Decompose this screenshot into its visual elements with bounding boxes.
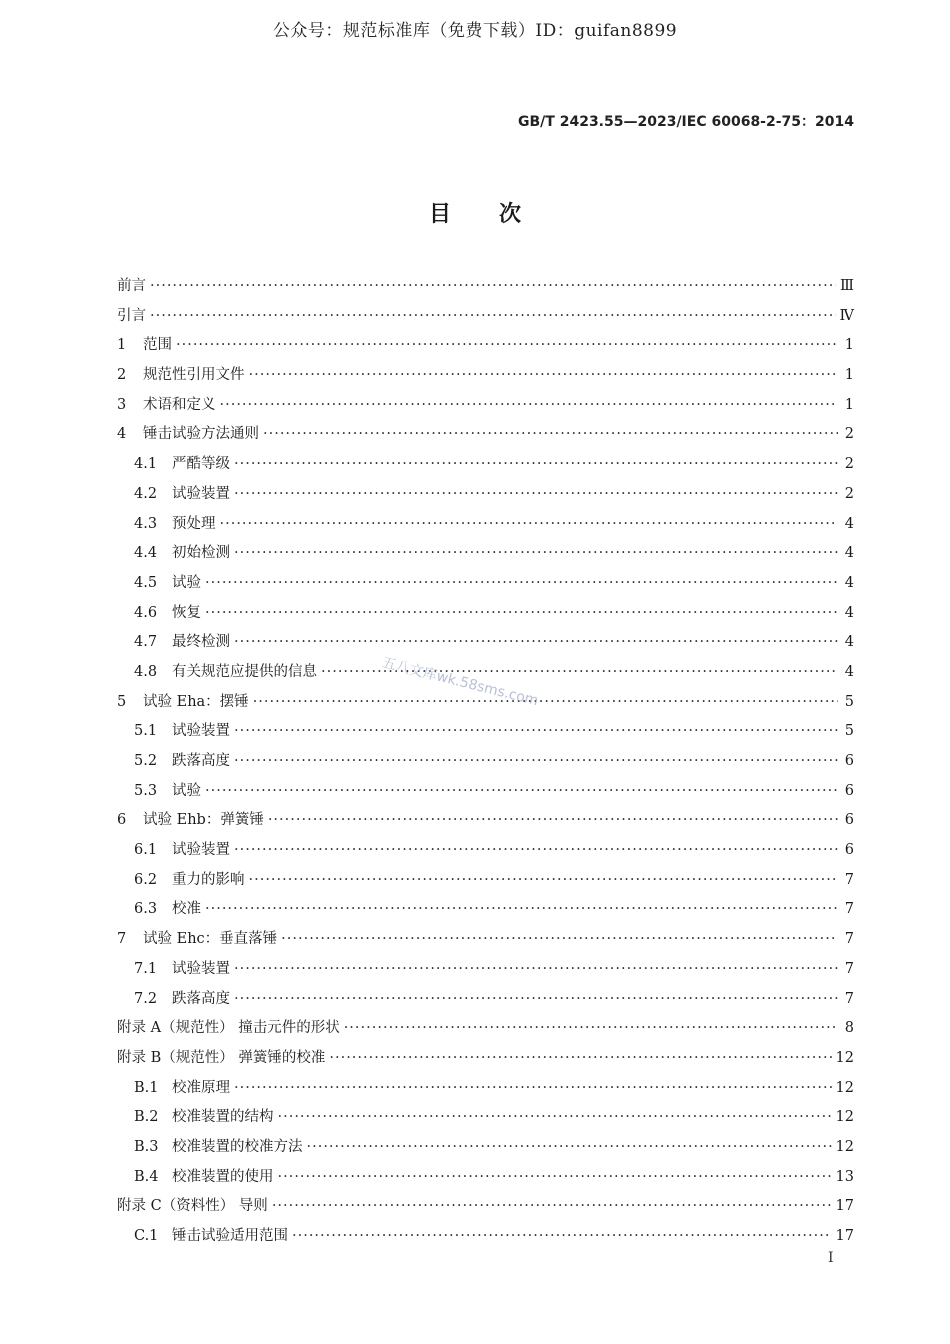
toc-entry[interactable]	[117, 866, 854, 896]
toc-entry-number: 4.2	[134, 485, 158, 502]
toc-entry[interactable]	[117, 599, 854, 629]
toc-entry-title: 锤击试验方法通则	[143, 426, 259, 443]
toc-entry[interactable]	[117, 895, 854, 925]
toc-entry-title: 有关规范应提供的信息	[172, 663, 317, 680]
toc-entry-number: 1	[117, 337, 127, 354]
toc-leader-dots	[234, 985, 838, 1015]
toc-entry-page: Ⅳ	[839, 307, 854, 324]
toc-entry-page: 5	[844, 723, 854, 740]
toc-entry[interactable]	[117, 1163, 854, 1193]
toc-entry-title: 附录 B（规范性） 弹簧锤的校准	[117, 1049, 326, 1066]
toc-entry[interactable]	[117, 836, 854, 866]
toc-entry[interactable]	[117, 331, 854, 361]
toc-entry-title: 校准装置的使用	[172, 1168, 274, 1185]
toc-entry-page: 2	[844, 485, 854, 502]
toc-leader-dots	[234, 539, 838, 569]
toc-entry-number: 2	[117, 367, 127, 384]
toc-leader-dots	[205, 569, 838, 599]
toc-entry-title: 术语和定义	[143, 396, 216, 413]
toc-entry-page: 7	[844, 871, 854, 888]
toc-leader-dots	[205, 777, 838, 807]
toc-leader-dots	[272, 1192, 832, 1222]
toc-entry-title: 初始检测	[172, 545, 230, 562]
toc-leader-dots	[249, 361, 839, 391]
toc-entry-title: 试验装置	[172, 842, 230, 859]
toc-entry-title: 校准装置的校准方法	[172, 1138, 303, 1155]
toc-entry-number: 6.1	[134, 842, 158, 859]
toc-entry-title: 试验装置	[172, 485, 230, 502]
toc-entry-number: 6.3	[134, 901, 158, 918]
toc-leader-dots	[249, 866, 839, 896]
toc-entry-page: 4	[844, 515, 854, 532]
toc-leader-dots	[220, 510, 839, 540]
toc-entry-title: 锤击试验适用范围	[172, 1228, 288, 1244]
toc-leader-dots	[268, 806, 838, 836]
toc-entry-title: 跌落高度	[172, 990, 230, 1007]
toc-entry[interactable]	[117, 1192, 854, 1222]
toc-entry-number: B.1	[134, 1079, 159, 1096]
toc-entry[interactable]	[117, 1133, 854, 1163]
toc-leader-dots	[253, 688, 838, 718]
toc-leader-dots	[176, 331, 838, 361]
toc-entry-number: 4.7	[134, 634, 158, 651]
toc-leader-dots	[292, 1222, 832, 1252]
toc-entry-title: 严酷等级	[172, 456, 230, 473]
toc-entry-page: 1	[844, 367, 854, 384]
toc-entry-title: 附录 A（规范性） 撞击元件的形状	[117, 1020, 340, 1037]
toc-leader-dots	[150, 302, 836, 332]
toc-leader-dots	[150, 272, 836, 302]
standard-code: GB/T 2423.55—2023/IEC 60068-2-75：2014	[518, 114, 854, 130]
toc-entry-number: 7	[117, 931, 127, 948]
toc-entry-title: 恢复	[172, 604, 201, 621]
toc-entry-number: 3	[117, 396, 127, 413]
toc-entry-title: 跌落高度	[172, 753, 230, 769]
toc-entry-page: 4	[844, 663, 854, 680]
toc-entry-page: 7	[844, 990, 854, 1007]
toc-entry-page: 1	[844, 396, 854, 413]
toc-entry[interactable]	[117, 302, 854, 332]
toc-entry-title: 重力的影响	[172, 871, 245, 888]
toc-entry[interactable]	[117, 361, 854, 391]
toc-leader-dots	[281, 925, 838, 955]
toc-entry-title: 试验 Eha：摆锤	[143, 693, 249, 710]
toc-entry[interactable]	[117, 955, 854, 985]
toc-entry-page: 4	[844, 574, 854, 591]
toc-entry[interactable]	[117, 806, 854, 836]
toc-entry-number: 4.4	[134, 545, 158, 562]
header-banner: 公众号：规范标准库（免费下载）ID：guifan8899	[272, 21, 678, 41]
page-number: I	[828, 1250, 834, 1266]
toc-entry-number: B.2	[134, 1109, 159, 1126]
toc-entry-page: 6	[844, 782, 854, 799]
toc-entry[interactable]	[117, 628, 854, 658]
toc-entry-page: 4	[844, 604, 854, 621]
toc-entry-page: 12	[835, 1138, 854, 1155]
toc-entry-title: 最终检测	[172, 634, 230, 651]
toc-entry-number: 5.2	[134, 753, 158, 769]
toc-entry-number: 4.1	[134, 456, 158, 473]
toc-leader-dots	[234, 717, 838, 747]
toc-entry[interactable]	[117, 747, 854, 777]
toc-entry-number: B.4	[134, 1168, 159, 1185]
page-title: 目次	[428, 201, 569, 227]
toc-entry-page: 6	[844, 812, 854, 829]
toc-entry[interactable]	[117, 1044, 854, 1074]
toc-entry-page: 17	[835, 1228, 854, 1244]
toc-entry-page: 6	[844, 753, 854, 769]
toc-entry-number: 5.1	[134, 723, 158, 740]
toc-entry-number: 4.6	[134, 604, 158, 621]
toc-entry-title: 试验	[172, 782, 201, 799]
toc-leader-dots	[234, 836, 838, 866]
toc-entry-page: 6	[844, 842, 854, 859]
toc-leader-dots	[234, 955, 838, 985]
toc-entry[interactable]	[117, 1222, 854, 1252]
toc-entry-number: C.1	[134, 1228, 159, 1244]
toc-entry[interactable]	[117, 777, 854, 807]
toc-leader-dots	[278, 1163, 832, 1193]
toc-entry-page: 17	[835, 1198, 854, 1215]
toc-entry-page: 12	[835, 1109, 854, 1126]
toc-entry-number: 4	[117, 426, 127, 443]
toc-entry[interactable]	[117, 1014, 854, 1044]
toc-leader-dots	[234, 747, 838, 777]
table-of-contents	[117, 272, 854, 1252]
toc-entry-page: 12	[835, 1049, 854, 1066]
toc-entry-page: 7	[844, 931, 854, 948]
toc-entry-page: 5	[844, 693, 854, 710]
toc-leader-dots	[234, 628, 838, 658]
toc-entry[interactable]	[117, 717, 854, 747]
toc-leader-dots	[234, 450, 838, 480]
toc-entry-page: 12	[835, 1079, 854, 1096]
toc-entry-title: 范围	[143, 337, 172, 354]
toc-entry-title: 试验	[172, 574, 201, 591]
toc-entry[interactable]	[117, 539, 854, 569]
toc-entry[interactable]	[117, 1074, 854, 1104]
toc-entry[interactable]	[117, 569, 854, 599]
toc-entry-title: 规范性引用文件	[143, 367, 245, 384]
watermark: 五八文库wk.58sms.com	[380, 654, 540, 710]
toc-entry-title: 校准	[172, 901, 201, 918]
toc-entry[interactable]	[117, 391, 854, 421]
toc-entry-number: 5.3	[134, 782, 158, 799]
toc-entry[interactable]	[117, 510, 854, 540]
toc-entry-number: 4.8	[134, 663, 158, 680]
toc-entry[interactable]	[117, 272, 854, 302]
toc-entry-number: 7.1	[134, 960, 158, 977]
toc-leader-dots	[205, 599, 838, 629]
toc-leader-dots	[307, 1133, 832, 1163]
toc-entry-number: 5	[117, 693, 127, 710]
toc-entry-title: 试验 Ehc：垂直落锤	[143, 931, 278, 948]
toc-entry[interactable]	[117, 450, 854, 480]
toc-entry-page: Ⅲ	[840, 278, 854, 294]
toc-entry-page: 2	[844, 426, 854, 443]
toc-entry-title: 前言	[117, 278, 146, 294]
toc-entry-page: 4	[844, 634, 854, 651]
toc-entry-title: 试验装置	[172, 960, 230, 977]
toc-entry[interactable]	[117, 925, 854, 955]
toc-entry-page: 7	[844, 960, 854, 977]
toc-leader-dots	[278, 1103, 832, 1133]
toc-leader-dots	[263, 420, 838, 450]
toc-entry-title: 引言	[117, 307, 146, 324]
toc-leader-dots	[234, 1074, 832, 1104]
toc-entry[interactable]	[117, 985, 854, 1015]
toc-leader-dots	[344, 1014, 838, 1044]
toc-entry-number: 7.2	[134, 990, 158, 1007]
toc-entry-title: 校准装置的结构	[172, 1109, 274, 1126]
toc-leader-dots	[329, 1044, 831, 1074]
toc-entry[interactable]	[117, 420, 854, 450]
toc-entry-title: 校准原理	[172, 1079, 230, 1096]
toc-entry-page: 1	[844, 337, 854, 354]
toc-entry-number: 6	[117, 812, 127, 829]
toc-entry-page: 8	[844, 1020, 854, 1037]
toc-entry-number: B.3	[134, 1138, 159, 1155]
toc-entry-page: 4	[844, 545, 854, 562]
toc-entry-page: 2	[844, 456, 854, 473]
toc-entry-page: 13	[835, 1168, 854, 1185]
toc-leader-dots	[234, 480, 838, 510]
toc-entry[interactable]	[117, 480, 854, 510]
toc-entry-title: 试验装置	[172, 723, 230, 740]
toc-leader-dots	[205, 895, 838, 925]
toc-entry-page: 7	[844, 901, 854, 918]
toc-entry-title: 预处理	[172, 515, 216, 532]
toc-leader-dots	[220, 391, 839, 421]
toc-entry[interactable]	[117, 1103, 854, 1133]
toc-entry-number: 4.5	[134, 574, 158, 591]
toc-entry-title: 附录 C（资料性） 导则	[117, 1198, 268, 1215]
toc-entry-number: 6.2	[134, 871, 158, 888]
toc-entry-title: 试验 Ehb：弹簧锤	[143, 812, 264, 829]
toc-entry-number: 4.3	[134, 515, 158, 532]
